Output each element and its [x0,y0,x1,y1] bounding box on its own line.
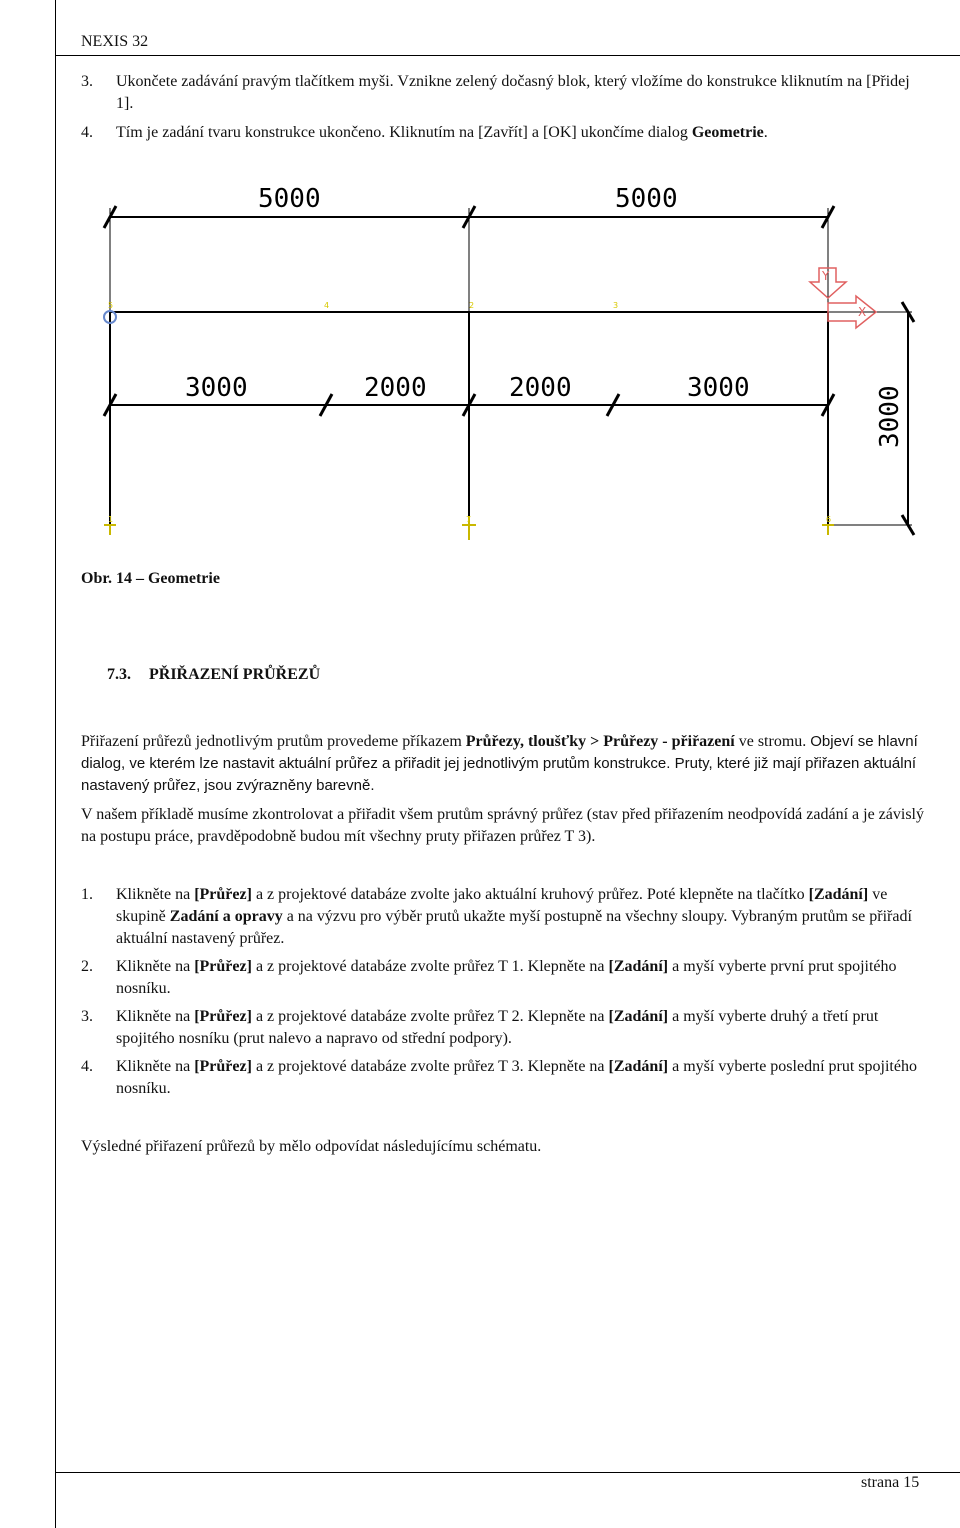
node-label: 6 [826,515,832,524]
page-number: strana 15 [861,1474,920,1491]
paragraph: Přiřazení průřezů jednotlivým prutům provedeme příkazem Průřezy, tloušťky > Průřezy - přiřazení ve stromu. Objeví se hlavní dialog, ve kterém lze nastavit aktuální průřez a přiřadit jej jednotlivým prutům konstrukce. Pruty, které již mají přiřazen aktuální nastavený průřez, jsou zvýrazněny barevně. [81,733,918,794]
top-dim-label: 5000 [615,184,678,214]
node-label: 7 [466,515,472,524]
beam-dim-label: 2000 [509,373,572,403]
x-axis-label: X [858,305,867,319]
top-dim-label: 5000 [258,184,321,214]
beam-dim-label: 3000 [185,373,248,403]
node-label: 2 [469,301,475,310]
list-item: 3. Ukončete zadávání pravým tlačítkem myši. Vznikne zelený dočasný blok, který vložíme do konstrukce kliknutím na [Přidej 1]. [81,73,910,112]
list-item: 4. Tím je zadání tvaru konstrukce ukončeno. Kliknutím na [Zavřít] a [OK] ukončíme dialog Geometrie. [81,124,768,141]
page-header: NEXIS 32 [81,33,149,50]
height-dim-label: 3000 [875,385,905,448]
y-axis-label: Y [822,269,830,283]
node-label: 3 [613,301,619,310]
geometry-figure [0,0,960,560]
list-item: 2. Klikněte na [Průřez] a z projektové databáze zvolte průřez T 1. Klepněte na [Zadání] a myší vyberte první prut spojitého nosníku. [81,958,897,997]
beam-dim-label: 3000 [687,373,750,403]
figure-caption: Obr. 14 – Geometrie [81,570,220,587]
footer-rule [55,1472,960,1473]
beam-dim-label: 2000 [364,373,427,403]
list-item: 1. Klikněte na [Průřez] a z projektové databáze zvolte jako aktuální kruhový průřez. Poté klepněte na tlačítko [Zadání] ve skupině Zadání a opravy a na výzvu pro výběr prutů ukažte myší postupně na všechny sloupy. Vybraným prutům se přiřadí aktuální nastavený průřez. [81,886,912,947]
node-label: 1 [108,515,114,524]
list-item: 4. Klikněte na [Průřez] a z projektové databáze zvolte průřez T 3. Klepněte na [Zadání] a myší vyberte poslední prut spojitého nosníku. [81,1058,917,1097]
section-heading: 7.3. PŘIŘAZENÍ PRŮŘEZŮ [107,666,321,683]
list-item: 3. Klikněte na [Průřez] a z projektové databáze zvolte průřez T 2. Klepněte na [Zadání] a myší vyberte druhý a třetí prut spojitého nosníku (prut nalevo a napravo od střední podpory). [81,1008,879,1047]
paragraph: Výsledné přiřazení průřezů by mělo odpovídat následujícímu schématu. [81,1138,542,1155]
node-label: 4 [324,301,330,310]
paragraph: V našem příkladě musíme zkontrolovat a přiřadit všem prutům správný průřez (stav před přiřazením neodpovídá zadání a je závislý na postupu práce, pravděpodobně budou mít všechny pruty přiřazen průřez T 3). [81,806,924,845]
node-label: 5 [108,301,114,310]
